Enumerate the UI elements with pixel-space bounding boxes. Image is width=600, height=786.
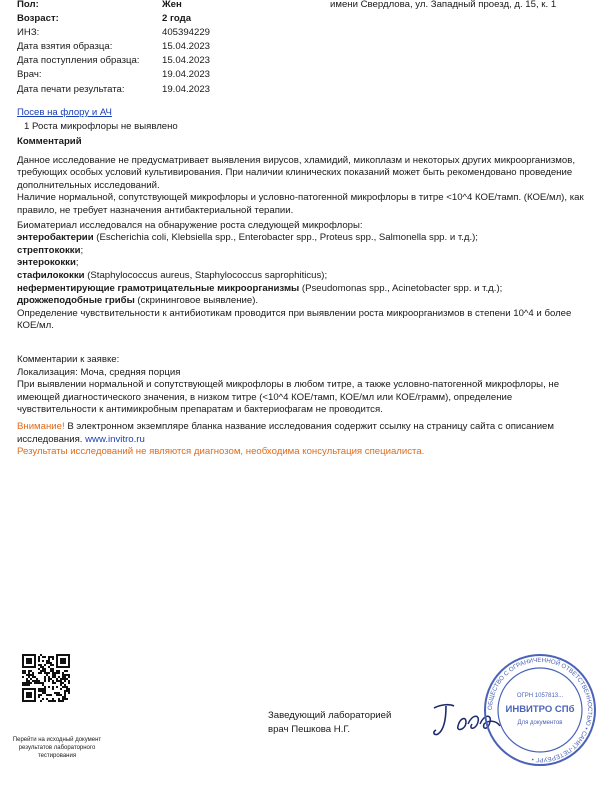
comment-paragraph-2: Наличие нормальной, сопутствующей микрофлоры и условно-патогенной микрофлоры в титре <10^4 КОЕ/тамп. (КОЕ/мл), как правило, не требует назначения антибактериальной терапии. <box>17 192 584 216</box>
microflora-item: стрептококки; <box>17 244 84 256</box>
stamp-center: ИНВИТРО СПб <box>505 704 575 715</box>
field-doctor: Врач: 19.04.2023 <box>17 69 211 80</box>
notice <box>17 421 587 459</box>
field-age: Возраст: 2 года <box>17 13 192 24</box>
comment-paragraph-1: Данное исследование не предусматривает выявления вирусов, хламидий, микоплазм и некоторых других микроорганизмов, требующих особых условий культивирования. При наличии клинических показаний может быть рекомендовано проведение дополнительных исследований. <box>17 154 575 191</box>
microflora-list <box>17 232 587 308</box>
microflora-item: энтерококки; <box>17 257 79 269</box>
header-address: имени Свердлова, ул. Западный проезд, д. 15, к. 1 <box>330 0 557 10</box>
field-print-date: Дата печати результата: 19.04.2023 <box>17 84 211 95</box>
site-link[interactable]: www.invitro.ru <box>85 433 145 445</box>
qr-code-graphic <box>22 654 70 702</box>
microflora-item: стафилококки (Staphylococcus aureus, Staphylococcus saprophiticus); <box>17 269 328 281</box>
notice-text: Внимание! В электронном экземпляре бланка название исследования содержит ссылку на страницу сайта с описанием исследования. www.invitro.ru <box>17 421 554 445</box>
order-localization: Локализация: Моча, средняя порция <box>17 366 181 378</box>
comment-section <box>17 136 587 333</box>
qr-code[interactable] <box>22 654 70 702</box>
microflora-item: дрожжеподобные грибы (скрининговое выявление). <box>17 295 259 307</box>
test-result: 1 Роста микрофлоры не выявлено <box>24 121 178 132</box>
microflora-item: энтеробактерии (Escherichia coli, Klebsiella spp., Enterobacter spp., Proteus spp., Salmonella spp. и т.д.); <box>17 232 478 244</box>
qr-caption: Перейти на исходный документ результатов лабораторного тестирования <box>12 737 102 759</box>
microflora-item: неферментирующие грамотрицательные микроорганизмы (Pseudomonas spp., Acinetobacter spp. и т.д.); <box>17 282 503 294</box>
stamp-outer-text: ОБЩЕСТВО С ОГРАНИЧЕННОЙ ОТВЕТСТВЕННОСТЬЮ • САНКТ-ПЕТЕРБУРГ • <box>486 656 594 764</box>
svg-text:ОГРН 1057813...: ОГРН 1057813... <box>516 693 564 699</box>
order-comments <box>17 354 587 417</box>
signature-title: Заведующий лабораторией <box>268 710 392 721</box>
field-received-date: Дата поступления образца: 15.04.2023 <box>17 55 211 66</box>
attention-label: Внимание! <box>17 421 65 432</box>
order-comments-text: При выявлении нормальной и сопутствующей микрофлоры в любом титре, а также условно-патогенной микрофлоры, не имеющей диагностического значения, в низком титре (<10^4 КОЕ/тамп, КОЕ/мл или КОЕ/грамм), определение чувствительности к антимикробным препаратам и бактериофагам не проводится. <box>17 379 560 416</box>
test-name-link[interactable]: Посев на флору и АЧ <box>17 107 112 118</box>
field-sex: Пол: Жен <box>17 0 182 10</box>
field-inz: ИНЗ: 405394229 <box>17 27 211 38</box>
comment-heading: Комментарий <box>17 136 82 147</box>
comment-paragraph-3: Биоматериал исследовался на обнаружение роста следующей микрофлоры: <box>17 219 363 231</box>
order-comments-heading: Комментарии к заявке: <box>17 354 120 365</box>
lab-stamp <box>482 652 598 768</box>
disclaimer: Результаты исследований не являются диагнозом, необходима консультация специалиста. <box>17 446 425 458</box>
svg-text:Для документов: Для документов <box>517 720 563 726</box>
signature-doctor: врач Пешкова Н.Г. <box>268 724 351 735</box>
field-sample-date: Дата взятия образца: 15.04.2023 <box>17 41 211 52</box>
comment-paragraph-4: Определение чувствительности к антибиотикам проводится при выявлении роста микроорганизмов в степени 10^4 и более КОЕ/мл. <box>17 307 572 332</box>
